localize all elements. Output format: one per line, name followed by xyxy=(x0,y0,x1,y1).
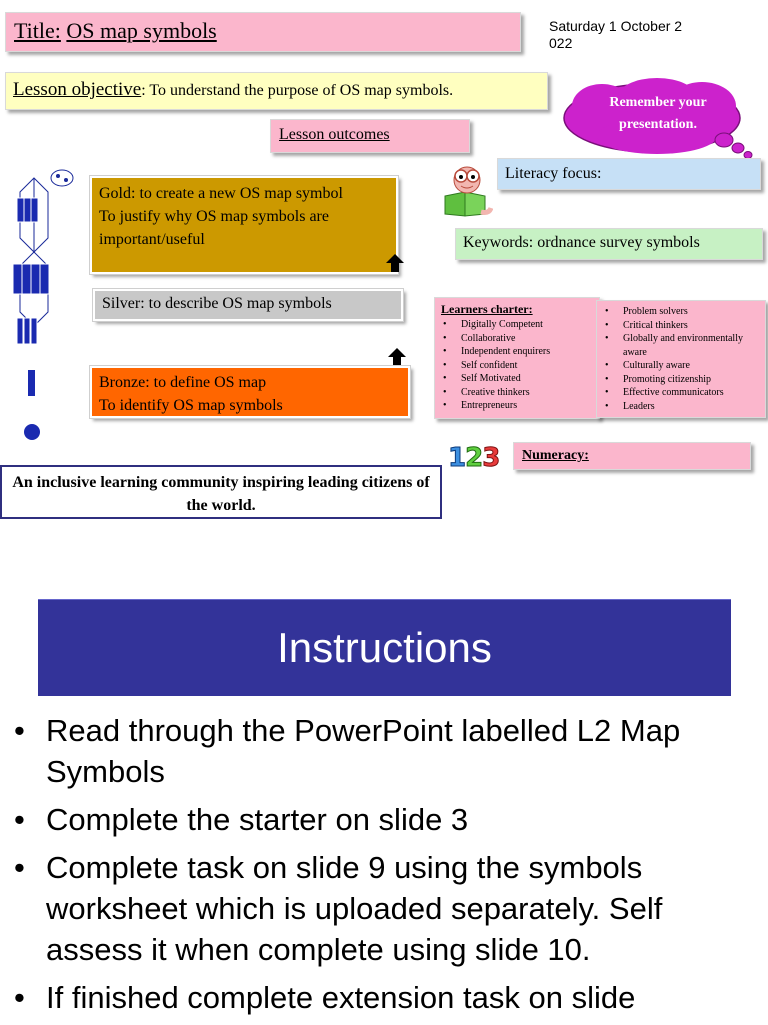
lesson-outcomes: Lesson outcomes xyxy=(270,119,470,153)
list-item: • Culturally aware xyxy=(623,359,759,373)
gold-line-2: To justify why OS map symbols are important/useful xyxy=(99,208,329,248)
learners-charter-continued xyxy=(596,300,766,418)
charter-list-left xyxy=(441,318,593,413)
gold-outcome xyxy=(90,176,398,274)
instructions-banner: Instructions xyxy=(38,599,731,696)
list-item: • Creative thinkers xyxy=(461,386,593,400)
list-item: • Read through the PowerPoint labelled L2 Map Symbols xyxy=(10,710,750,792)
lesson-objective-box xyxy=(5,72,548,110)
title-box xyxy=(5,12,521,52)
list-item: • Digitally Competent xyxy=(461,318,593,332)
bronze-line-2: To identify OS map symbols xyxy=(99,397,283,414)
list-item: • Complete task on slide 9 using the symbols worksheet which is uploaded separately. Self assess it when complete using slide 10. xyxy=(10,847,750,970)
lesson-objective-label: Lesson objective xyxy=(13,79,142,100)
list-item: • Collaborative xyxy=(461,332,593,346)
list-item: • If finished complete extension task on slide xyxy=(10,977,750,1018)
list-item: • Problem solvers xyxy=(623,305,759,319)
date: Saturday 1 October 2 022 xyxy=(549,18,683,51)
list-item: • Promoting citizenship xyxy=(623,373,759,387)
keywords: Keywords: ordnance survey symbols xyxy=(455,228,763,260)
instructions-list xyxy=(10,710,750,1025)
list-item: • Self Motivated xyxy=(461,372,593,386)
pyramid-progress-icon xyxy=(8,168,78,448)
up-arrow-icon xyxy=(386,347,408,367)
numeracy: Numeracy: xyxy=(513,442,751,470)
bookworm-icon xyxy=(441,162,493,220)
cloud-text: Remember your presentation. xyxy=(609,95,707,132)
list-item: • Self confident xyxy=(461,359,593,373)
list-item: • Complete the starter on slide 3 xyxy=(10,799,750,840)
list-item: • Independent enquirers xyxy=(461,345,593,359)
gold-line-1: Gold: to create a new OS map symbol xyxy=(99,185,343,202)
charter-list-right xyxy=(603,305,759,413)
bronze-outcome xyxy=(90,366,410,418)
literacy-focus: Literacy focus: xyxy=(497,158,761,190)
title-label: Title: xyxy=(14,18,61,43)
list-item: • Critical thinkers xyxy=(623,319,759,333)
list-item: • Leaders xyxy=(623,400,759,414)
lesson-objective-text: : To understand the purpose of OS map symbols. xyxy=(141,82,454,99)
learners-charter-label: Learners charter: xyxy=(441,302,533,316)
numbers-123-icon: 123 xyxy=(448,443,500,473)
learners-charter xyxy=(434,297,600,419)
title-text: OS map symbols xyxy=(66,18,217,43)
silver-outcome: Silver: to describe OS map symbols xyxy=(93,289,403,321)
inclusive-statement: An inclusive learning community inspiring leading citizens of the world. xyxy=(0,465,442,519)
list-item: • Entrepreneurs xyxy=(461,399,593,413)
list-item: • Globally and environmentally aware xyxy=(623,332,759,359)
bronze-line-1: Bronze: to define OS map xyxy=(99,374,267,391)
list-item: • Effective communicators xyxy=(623,386,759,400)
up-arrow-icon xyxy=(384,253,406,273)
